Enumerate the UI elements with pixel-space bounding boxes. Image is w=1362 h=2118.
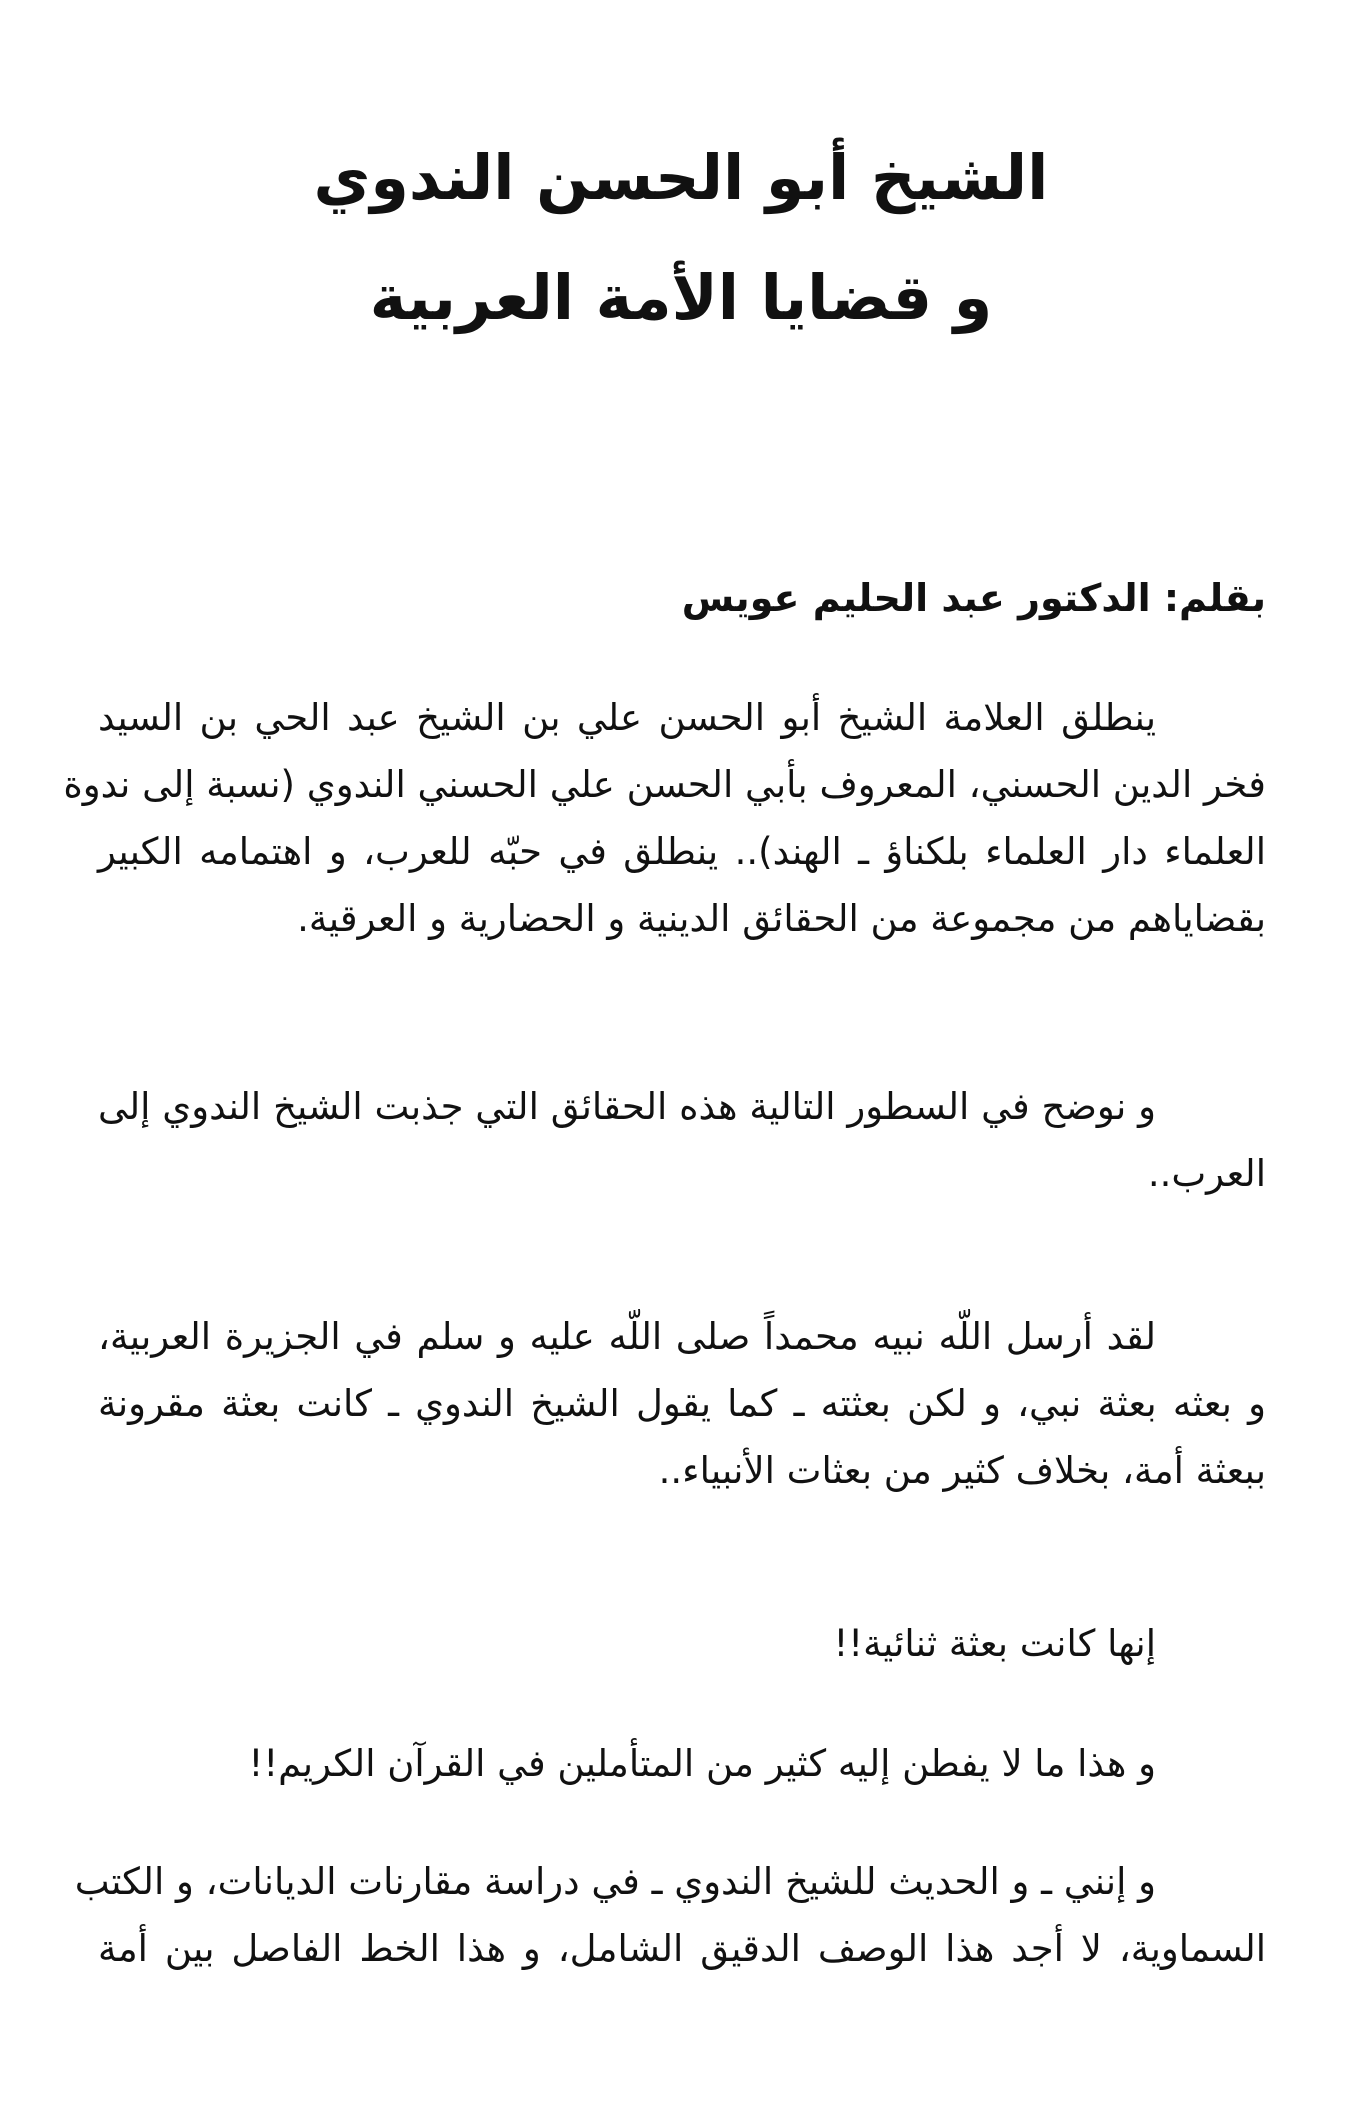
paragraph-line: لقد أرسل اللّه نبيه محمداً صلى اللّه عليه و سلم في الجزيرة العربية،: [98, 1315, 1156, 1358]
paragraph-4: [98, 1610, 1266, 1677]
paragraph-6: [74, 1848, 1266, 1982]
paragraph-line: العرب..: [1147, 1152, 1266, 1195]
paragraph-line: إنها كانت بعثة ثنائية!!: [833, 1622, 1156, 1665]
article-title: [0, 118, 1362, 358]
paragraph-line: ينطلق العلامة الشيخ أبو الحسن علي بن الشيخ عبد الحي بن السيد: [98, 696, 1156, 739]
paragraph-3: [98, 1303, 1266, 1504]
paragraph-2: [98, 1073, 1266, 1207]
paragraph-5: [98, 1730, 1266, 1797]
paragraph-line: العلماء دار العلماء بلكناؤ ـ الهند).. ينطلق في حبّه للعرب، و اهتمامه الكبير: [98, 830, 1266, 873]
paragraph-line: ببعثة أمة، بخلاف كثير من بعثات الأنبياء..: [658, 1449, 1266, 1492]
paragraph-line: و إنني ـ و الحديث للشيخ الندوي ـ في دراسة مقارنات الديانات، و الكتب: [74, 1860, 1156, 1903]
paragraph-line: بقضاياهم من مجموعة من الحقائق الدينية و الحضارية و العرقية.: [297, 897, 1266, 940]
title-line-1: الشيخ أبو الحسن الندوي: [313, 141, 1049, 214]
paragraph-line: و نوضح في السطور التالية هذه الحقائق التي جذبت الشيخ الندوي إلى: [98, 1085, 1156, 1128]
paragraph-line: و هذا ما لا يفطن إليه كثير من المتأملين في القرآن الكريم!!: [248, 1742, 1156, 1785]
paragraph-line: السماوية، لا أجد هذا الوصف الدقيق الشامل، و هذا الخط الفاصل بين أمة: [98, 1927, 1266, 1970]
author-byline: بقلم: الدكتور عبد الحليم عويس: [681, 576, 1266, 620]
paragraph-line: و بعثه بعثة نبي، و لكن بعثته ـ كما يقول الشيخ الندوي ـ كانت بعثة مقرونة: [98, 1382, 1266, 1425]
paragraph-line: فخر الدين الحسني، المعروف بأبي الحسن علي الحسني الندوي (نسبة إلى ندوة: [63, 763, 1266, 806]
paragraph-1: [63, 684, 1266, 952]
title-line-2: و قضايا الأمة العربية: [369, 261, 993, 334]
